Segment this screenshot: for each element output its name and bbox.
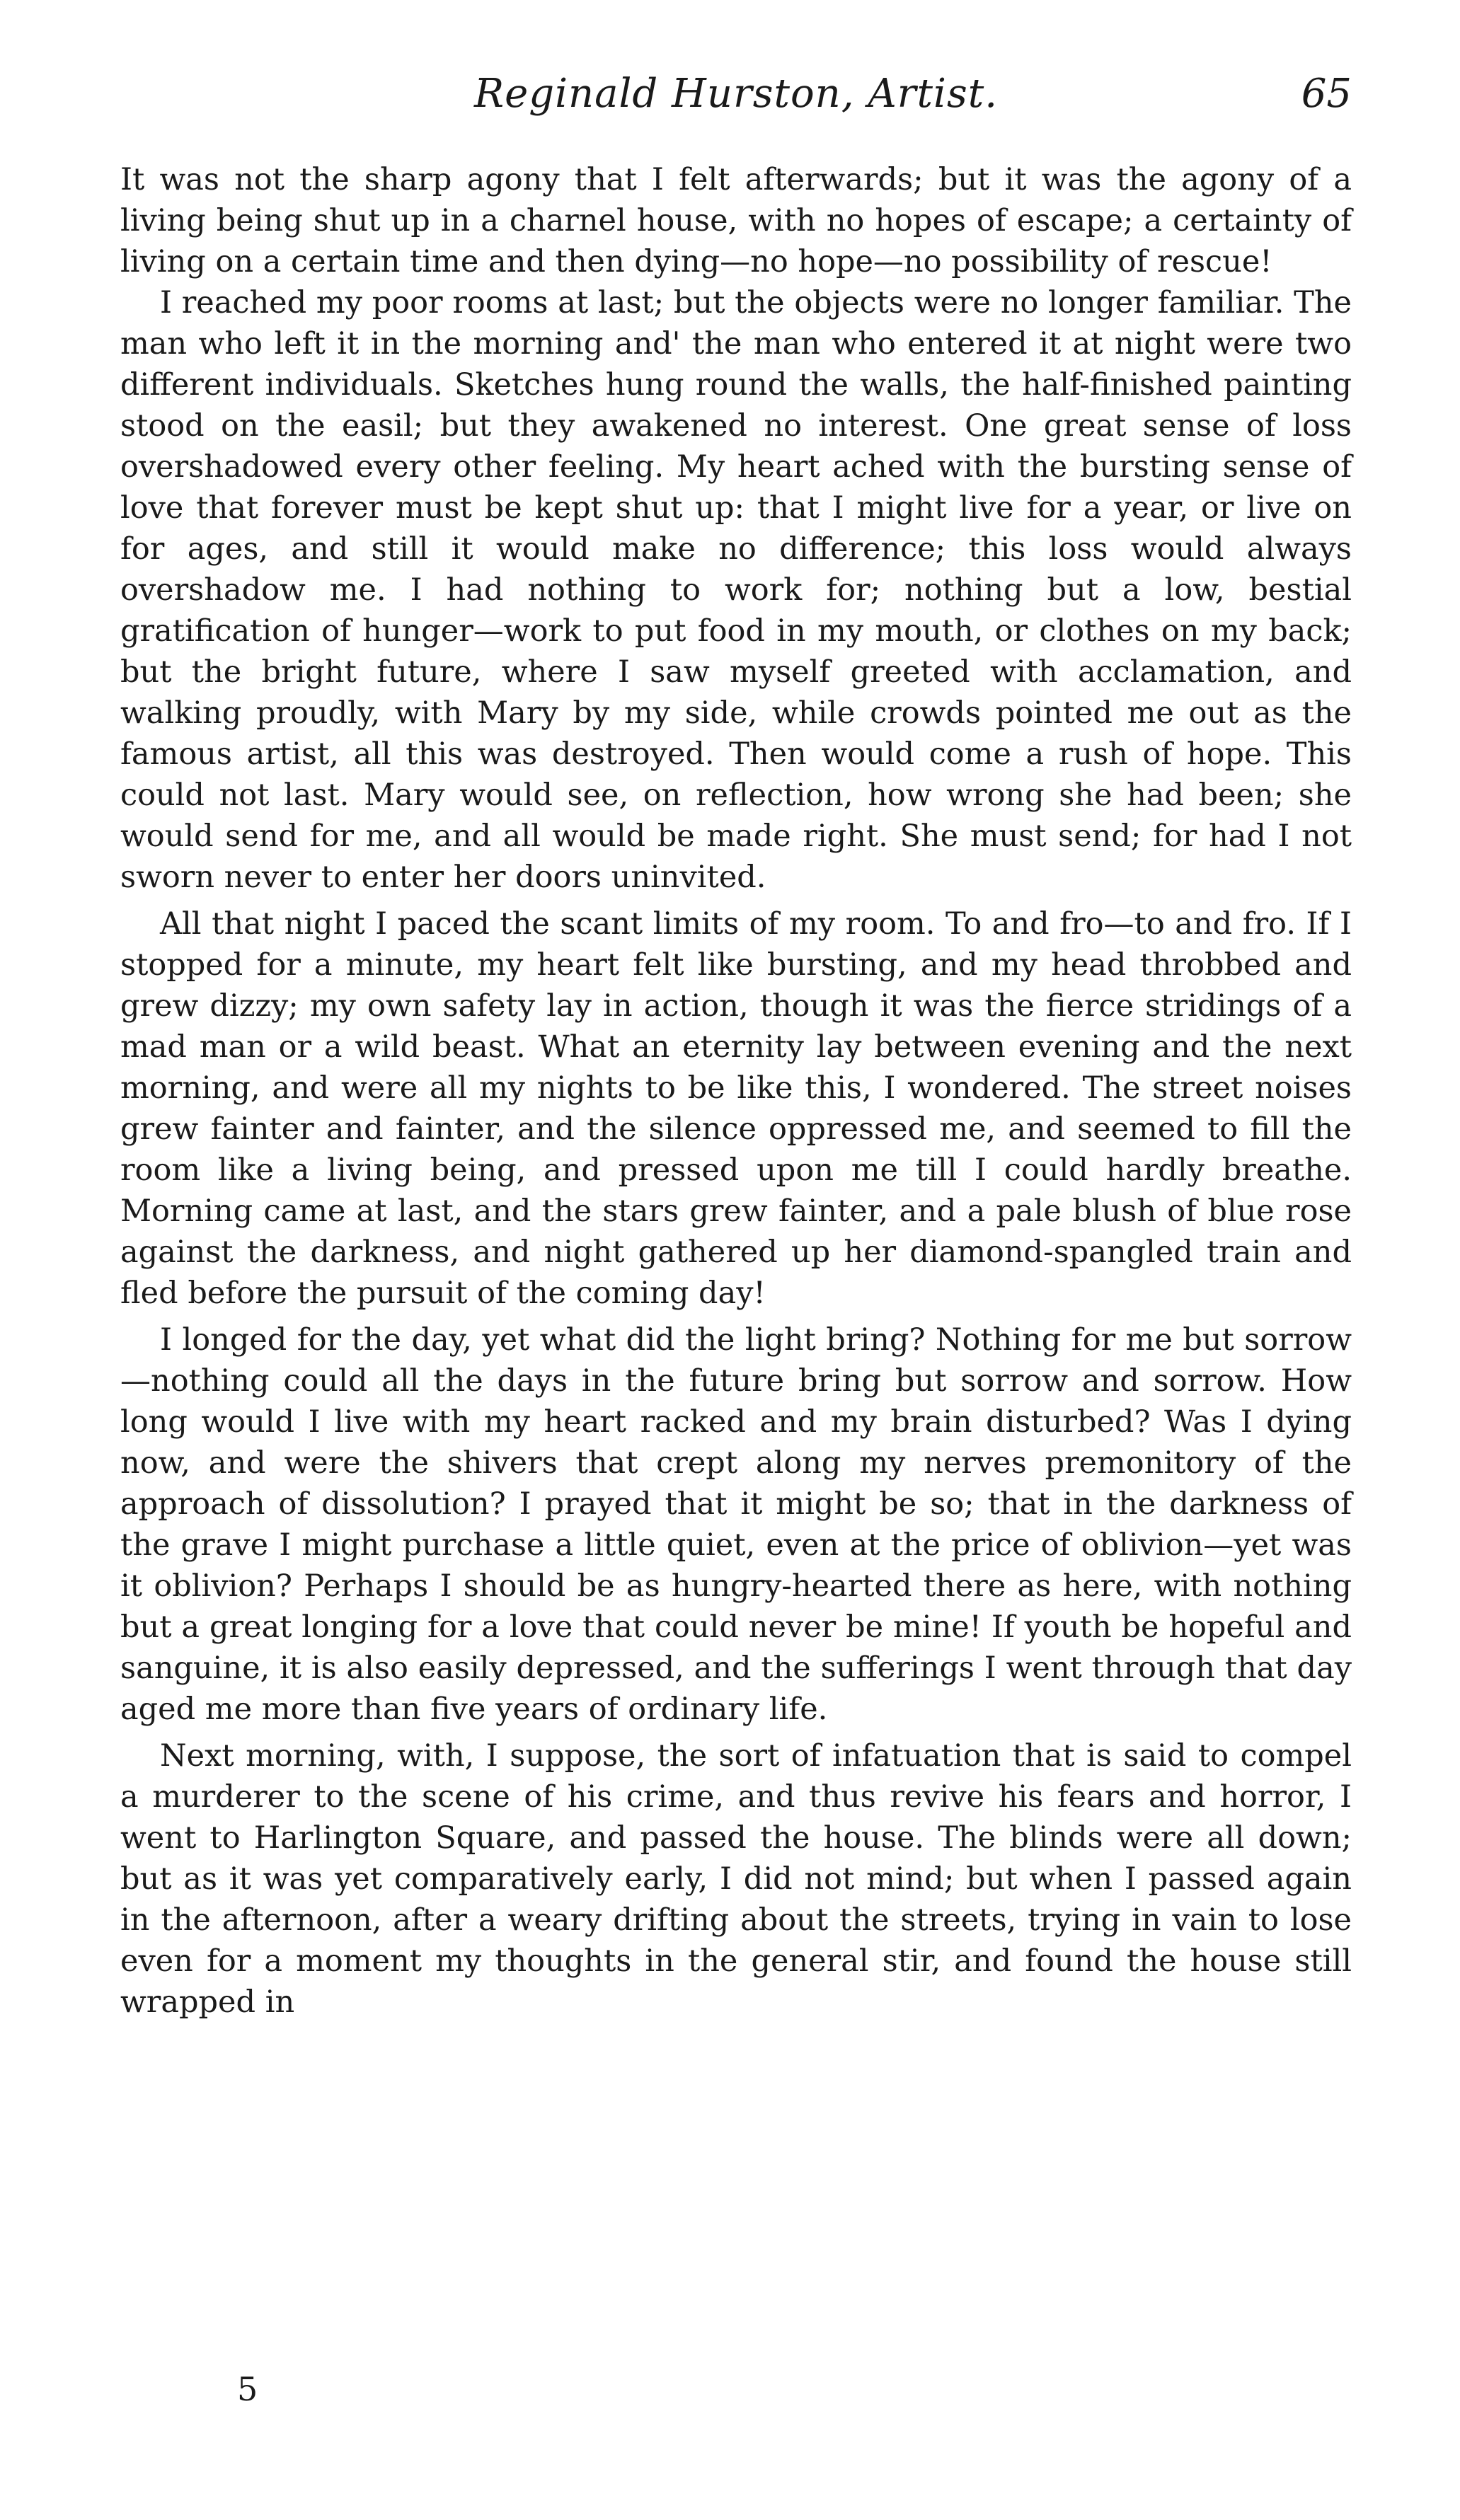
signature-mark: 5 (237, 2370, 258, 2408)
body-text (120, 159, 1352, 2023)
paragraph-2: I reached my poor rooms at last; but the objects were no longer familiar. The man who left it in the morning and' the man who entered it at night were two different individuals. Sketches hung round the walls, the half-finished painting stood on the easil; but they awakened no interest. One great sense of loss overshadowed every other feeling. My heart ached with the bursting sense of love that forever must be kept shut up: that I might live for a year, or live on for ages, and still it would make no difference; this loss would always overshadow me. I had nothing to work for; nothing but a low, bestial gratification of hunger—work to put food in my mouth, or clothes on my back; but the bright future, where I saw myself greeted with acclamation, and walking proudly, with Mary by my side, while crowds pointed me out as the famous artist, all this was destroyed. Then would come a rush of hope. This could not last. Mary would see, on reflection, how wrong she had been; she would send for me, and all would be made right. She must send; for had I not sworn never to enter her doors uninvited. (120, 285, 1352, 895)
paragraph-1: It was not the sharp agony that I felt afterwards; but it was the agony of a living being shut up in a charnel house, with no hopes of escape; a certainty of living on a certain time and then dying—no hope—no possibility of rescue! (120, 162, 1352, 279)
running-head (120, 71, 1352, 127)
running-title: Reginald Hurston, Artist. (473, 71, 999, 117)
page-number: 65 (1301, 71, 1352, 117)
paragraph-4: I longed for the day, yet what did the light bring? Nothing for me but sorrow—nothing could all the days in the future bring but sorrow and sorrow. How long would I live with my heart racked and my brain disturbed? Was I dying now, and were the shivers that crept along my nerves premonitory of the approach of dissolution? I prayed that it might be so; that in the darkness of the grave I might purchase a little quiet, even at the price of oblivion—yet was it oblivion? Perhaps I should be as hungry-hearted there as here, with nothing but a great longing for a love that could never be mine! If youth be hopeful and sanguine, it is also easily depressed, and the sufferings I went through that day aged me more than five years of ordinary life. (120, 1322, 1352, 1727)
paragraph-5: Next morning, with, I suppose, the sort of infatuation that is said to compel a murderer to the scene of his crime, and thus revive his fears and horror, I went to Harlington Square, and passed the house. The blinds were all down; but as it was yet comparatively early, I did not mind; but when I passed again in the afternoon, after a weary drifting about the streets, trying in vain to lose even for a moment my thoughts in the general stir, and found the house still wrapped in (120, 1738, 1352, 2020)
paragraph-3: All that night I paced the scant limits of my room. To and fro—to and fro. If I stopped for a minute, my heart felt like bursting, and my head throbbed and grew dizzy; my own safety lay in action, though it was the fierce stridings of a mad man or a wild beast. What an eternity lay between evening and the next morning, and were all my nights to be like this, I wondered. The street noises grew fainter and fainter, and the silence oppressed me, and seemed to fill the room like a living being, and pressed upon me till I could hardly breathe. Morning came at last, and the stars grew fainter, and a pale blush of blue rose against the darkness, and night gathered up her diamond-spangled train and fled before the pursuit of the coming day! (120, 906, 1352, 1311)
